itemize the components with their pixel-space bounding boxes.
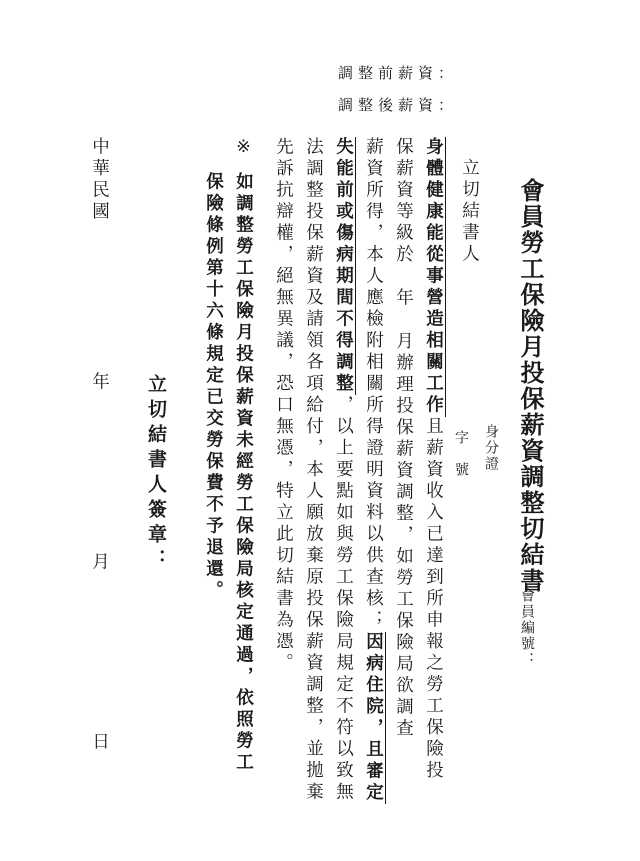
body-col4-bold: 失能前或傷病期間不得調整 <box>333 137 354 395</box>
salary-before-label: 調整前薪資： <box>338 64 459 82</box>
body-col1-bold: 身體健康能從事營造相關工作 <box>423 137 444 417</box>
date-month: 月 <box>89 552 110 574</box>
body-column-1 <box>424 137 442 782</box>
date-year: 年 <box>89 372 110 394</box>
salary-after-label: 調整後薪資： <box>338 96 459 114</box>
body-col3-bold: 因病住院，且審定 <box>363 631 384 804</box>
body-column-5: 法調整投保薪資及請領各項給付，本人願放棄原投保薪資調整，並拋棄 <box>303 137 324 804</box>
signature-label: 立切結書人簽章： <box>145 374 167 574</box>
body-col1-rest: 且薪資收入已達到所申報之勞工保險投 <box>423 416 444 782</box>
body-column-6: 先訴抗辯權，絕無異議，恐口無憑，特立此切結書為憑。 <box>273 137 294 675</box>
body-column-3 <box>364 137 382 804</box>
body-col2-year: 年 <box>393 288 414 310</box>
body-col2-a: 保薪資等級於 <box>393 137 414 266</box>
body-column-2 <box>394 137 412 740</box>
body-column-4 <box>334 137 352 804</box>
note-column-2: 保險條例第十六條規定已交勞保費不予退還。 <box>203 172 224 602</box>
date-day: 日 <box>89 732 110 754</box>
body-col2-b: 月辦理投保薪資調整，如勞工保險局欲調查 <box>393 331 414 740</box>
member-number-label: 會員編號： <box>519 588 535 668</box>
note-column-1: 如調整勞工保險月投保薪資未經勞工保險局核定通過，依照勞工 <box>233 172 254 774</box>
body-col4-rest: ，以上要點如與勞工保險局規定不符以致無 <box>333 395 354 804</box>
id-label-bottom: 字 號 <box>453 430 469 478</box>
date-era: 中華民國 <box>89 137 110 223</box>
id-label-top: 身分證 <box>483 424 499 472</box>
note-mark: ※ <box>233 137 254 161</box>
body-col3-a: 薪資所得，本人應檢附相關所得證明資料以供查核； <box>363 137 384 632</box>
signer-label: 立切結書人 <box>459 158 480 266</box>
document-title: 會員勞工保險月投保薪資調整切結書 <box>516 178 544 594</box>
